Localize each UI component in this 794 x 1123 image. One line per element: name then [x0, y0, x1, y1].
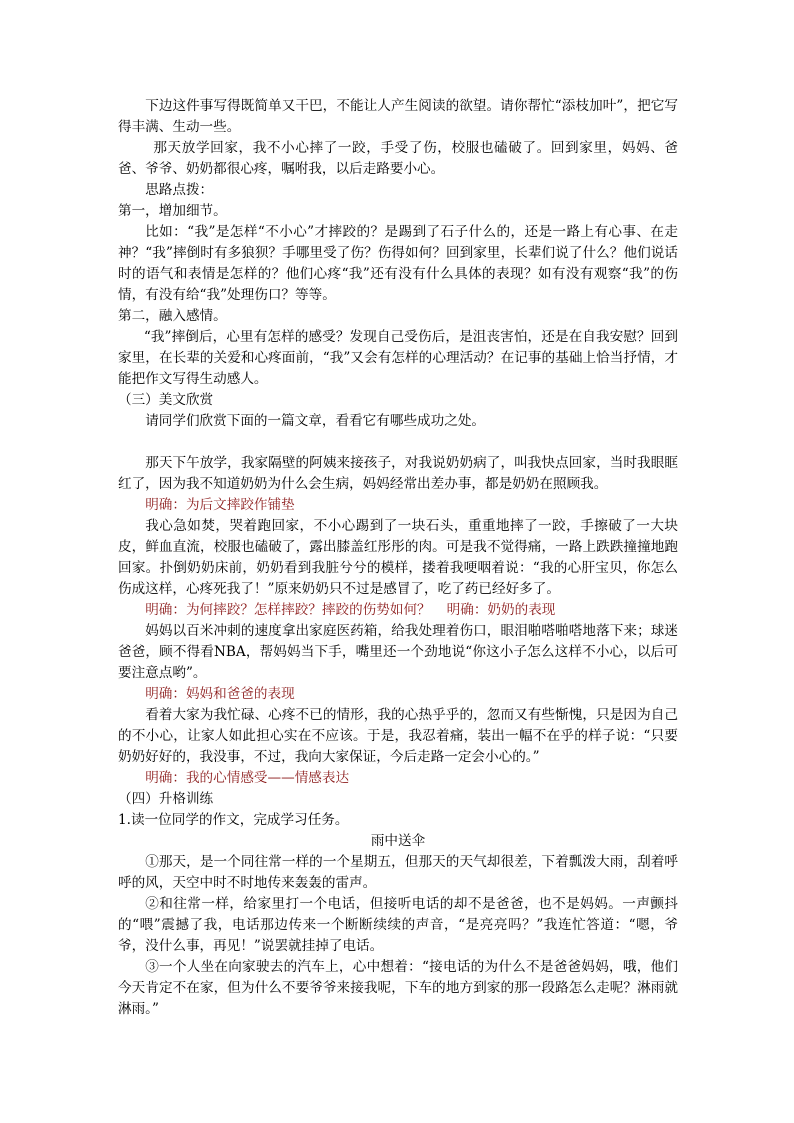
hint-heading-2: 第二，融入感情。: [118, 308, 227, 324]
annotation-1: 明确：为后文摔跤作铺垫: [145, 497, 295, 513]
annotation-3: 明确：妈妈和爸爸的表现: [145, 686, 295, 702]
section-heading-3: （三）美文欣赏: [118, 392, 214, 408]
hint-paragraph-2: “我”摔倒后，心里有怎样的感受？发现自己受伤后，是沮丧害怕，还是在自我安慰？回到家里，在长辈的关爱和心疼面前，“我”又会有怎样的心理活动？在记事的基础上恰当抒情，才能把作文写得生动感人。: [118, 329, 678, 387]
sample-paragraph: 那天放学回家，我不小心摔了一跤，手受了伤，校服也磕破了。回到家里，妈妈、爸爸、爷爷、奶奶都很心疼，嘱咐我，以后走路要小心。: [118, 140, 678, 177]
blank-line: [118, 432, 678, 453]
hint-label: 思路点拨：: [145, 182, 214, 198]
annotation-4: 明确：我的心情感受——情感表达: [145, 770, 350, 786]
essay-title: 雨中送伞: [370, 833, 426, 849]
essay-paragraph-2: 我心急如焚，哭着跑回家，不小心踢到了一块石头，重重地摔了一跤，手擦破了一大块皮，鲜血直流，校服也磕破了，露出膝盖红彤彤的肉。可是我不觉得痛，一路上跌跌撞撞地跑回家。扑倒奶奶床前，奶奶看到我脏兮兮的模样，搂着我哽咽着说：“我的心肝宝贝，你怎么伤成这样，心疼死我了！”原来奶奶只不过是感冒了，吃了药已经好多了。: [118, 518, 678, 597]
essay-paragraph-3: 妈妈以百米冲刺的速度拿出家庭医药箱，给我处理着伤口，眼泪啪嗒啪嗒地落下来；球迷爸爸，顾不得看NBA，帮妈妈当下手，嘴里还一个劲地说“你这小子怎么这样不小心，以后可要注意点哟”。: [118, 623, 678, 681]
essay-paragraph-1: 那天下午放学，我家隔壁的阿姨来接孩子，对我说奶奶病了，叫我快点回家，当时我眼眶红了，因为我不知道奶奶为什么会生病，妈妈经常出差办事，都是奶奶在照顾我。: [118, 455, 678, 492]
section-lead: 请同学们欣赏下面的一篇文章，看看它有哪些成功之处。: [145, 413, 486, 429]
section-heading-4: （四）升格训练: [118, 791, 214, 807]
essay-paragraph-4: 看着大家为我忙碌、心疼不已的情形，我的心热乎乎的，忽而又有些惭愧，只是因为自己的不小心，让家人如此担心实在不应该。于是，我忍着痛，装出一幅不在乎的样子说：“只要奶奶好好的，我没事，不过，我向大家保证，今后走路一定会小心的。”: [118, 707, 678, 765]
annotation-2b: 明确：奶奶的表现: [446, 602, 556, 618]
essay-b-paragraph-1: ①那天，是一个同往常一样的一个星期五，但那天的天气却很差，下着瓢泼大雨，刮着呼呼的风，天空中时不时地传来轰轰的雷声。: [118, 854, 678, 891]
document-page: [118, 96, 678, 1020]
task-line: 1.读一位同学的作文，完成学习任务。: [118, 812, 349, 828]
hint-paragraph-1: 比如：“我”是怎样“不小心”才摔跤的？是踢到了石子什么的，还是一路上有心事、在走神？“我”摔倒时有多狼狈？手哪里受了伤？伤得如何？回到家里，长辈们说了什么？他们说话时的语气和表情是怎样的？他们心疼“我”还有没有什么具体的表现？如有没有观察“我”的伤情，有没有给“我”处理伤口？等等。: [118, 224, 678, 303]
essay-b-paragraph-3: ③一个人坐在向家驶去的汽车上，心中想着：“接电话的为什么不是爸爸妈妈，哦，他们今天肯定不在家，但为什么不要爷爷来接我呢，下车的地方到家的那一段路怎么走呢？淋雨就淋雨。”: [118, 959, 678, 1017]
essay-b-paragraph-2: ②和往常一样，给家里打一个电话，但接听电话的却不是爸爸，也不是妈妈。一声颤抖的“喂”震撼了我，电话那边传来一个断断续续的声音，“是亮亮吗？”我连忙答道：“嗯，爷爷，没什么事，再见！”说罢就挂掉了电话。: [118, 896, 678, 954]
annotation-2: [118, 600, 678, 621]
hint-heading-1: 第一，增加细节。: [118, 203, 227, 219]
annotation-2a: 明确：为何摔跤？怎样摔跤？摔跤的伤势如何？: [145, 602, 431, 618]
intro-paragraph: 下边这件事写得既简单又干巴，不能让人产生阅读的欲望。请你帮忙“添枝加叶”，把它写得丰满、生动一些。: [118, 98, 678, 135]
